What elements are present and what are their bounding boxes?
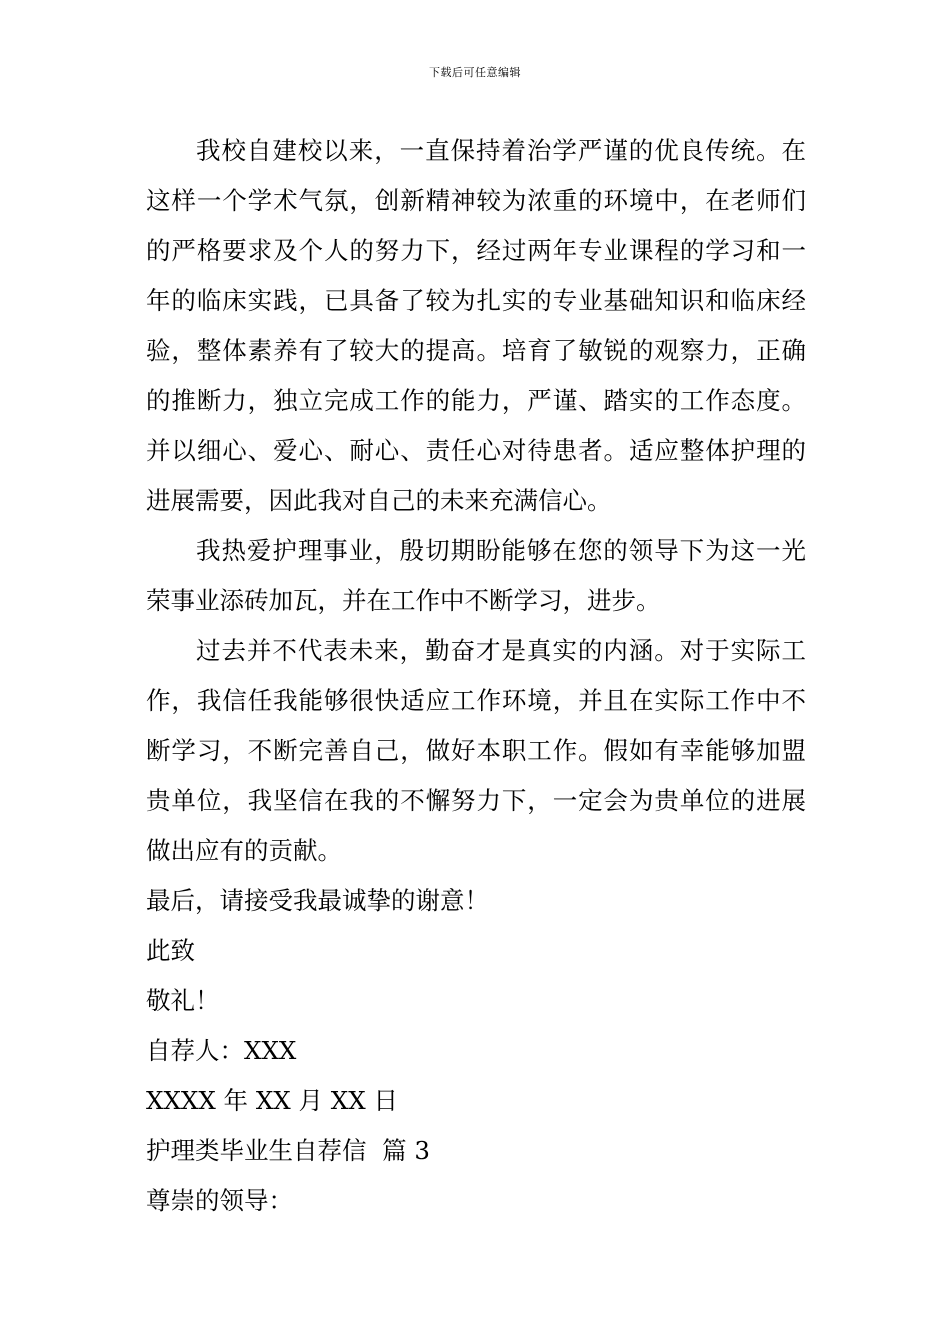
paragraph-school-background: 我校自建校以来，一直保持着治学严谨的优良传统。在这样一个学术气氛，创新精神较为浓重的环境中，在老师们的严格要求及个人的努力下，经过两年专业课程的学习和一年的临床实践，已具备了较为扎实的专业基础知识和临床经验，整体素养有了较大的提高。培育了敏锐的观察力，正确的推断力，独立完成工作的能力，严谨、踏实的工作态度。并以细心、爱心、耐心、责任心对待患者。适应整体护理的进展需要，因此我对自己的未来充满信心。 <box>146 136 806 515</box>
closing-thanks: 最后，请接受我最诚挚的谢意！ <box>146 886 489 915</box>
paragraph-future-commitment: 过去并不代表未来，勤奋才是真实的内涵。对于实际工作，我信任我能够很快适应工作环境，并且在实际工作中不断学习，不断完善自己，做好本职工作。假如有幸能够加盟贵单位，我坚信在我的不懈努力下，一定会为贵单位的进展做出应有的贡献。 <box>146 636 806 865</box>
document-body <box>146 126 806 1226</box>
date-line: XXXX 年 XX 月 XX 日 <box>146 1086 398 1115</box>
paragraph-career-aspiration: 我热爱护理事业，殷切期盼能够在您的领导下为这一光荣事业添砖加瓦，并在工作中不断学习，进步。 <box>146 536 806 615</box>
section-title: 护理类毕业生自荐信 篇 3 <box>146 1136 430 1165</box>
page-header-note: 下载后可任意编辑 <box>429 66 521 79</box>
closing-salutation-1: 此致 <box>146 936 195 965</box>
signature-line: 自荐人：XXX <box>146 1036 297 1065</box>
closing-salutation-2: 敬礼！ <box>146 986 220 1015</box>
section-salutation: 尊崇的领导： <box>146 1186 293 1215</box>
